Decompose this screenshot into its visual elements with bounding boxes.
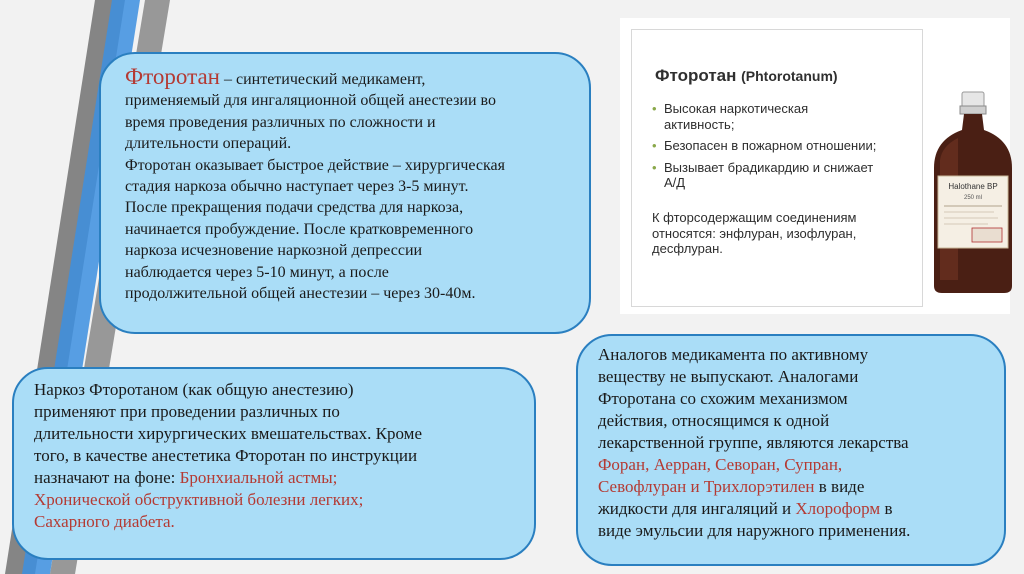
description-line: длительности операций. — [125, 135, 292, 153]
usage-line: длительности хирургических вмешательствах. Кроме — [34, 424, 422, 443]
description-line: применяемый для ингаляционной общей анестезии во — [125, 92, 496, 110]
description-box — [99, 52, 591, 334]
analog-chloroform: Хлороформ — [795, 499, 881, 518]
card-bullet: • Высокая наркотическая активность; — [652, 101, 882, 132]
description-first-line — [125, 66, 571, 90]
card-bullet-list — [652, 101, 882, 197]
bottle-label-volume: 250 ml — [963, 195, 983, 201]
analog-names-2: Севофлуран и Трихлорэтилен — [598, 477, 815, 496]
card-note: К фторсодержащим соединениям относятся: энфлуран, изофлуран, десфлуран. — [652, 210, 857, 256]
analogs-line: веществу не выпускают. Аналогами — [598, 367, 859, 386]
description-line: начинается пробуждение. После кратковременного — [125, 220, 474, 238]
description-line: Фторотан оказывает быстрое действие – хирургическая — [125, 156, 506, 174]
description-line: время проведения различных по сложности и — [125, 113, 436, 131]
analogs-line: Аналогов медикамента по активному — [598, 345, 869, 364]
usage-indications-line — [34, 467, 520, 489]
analogs-box — [576, 334, 1006, 566]
analogs-line — [598, 498, 992, 520]
analog-names-1: Форан, Аерран, Севоран, Супран, — [598, 455, 843, 474]
indication-copd: Хронической обструктивной болезни легких; — [34, 490, 364, 509]
description-line: После прекращения подачи средства для наркоза, — [125, 199, 464, 217]
description-line: наркоза исчезновение наркозной депрессии — [125, 242, 423, 260]
usage-line: применяют при проведении различных по — [34, 402, 340, 421]
analogs-text: в — [880, 499, 893, 518]
analogs-line: виде эмульсии для наружного применения. — [598, 521, 911, 540]
analogs-text: в виде — [814, 477, 865, 496]
usage-box — [12, 367, 536, 560]
usage-lead: назначают на фоне: — [34, 468, 180, 487]
drug-name-title: Фторотан — [125, 64, 220, 89]
card-bullet: • Безопасен в пожарном отношении; — [652, 138, 882, 154]
analogs-line: Фторотана со схожим механизмом — [598, 389, 848, 408]
usage-line: того, в качестве анестетика Фторотан по инструкции — [34, 446, 418, 465]
indication-diabetes: Сахарного диабета. — [34, 512, 175, 531]
card-title-ru: Фторотан — [655, 66, 737, 85]
medicine-bottle-image — [928, 90, 1018, 295]
description-line: стадия наркоза обычно наступает через 3-5 минут. — [125, 178, 469, 196]
usage-line: Наркоз Фторотаном (как общую анестезию) — [34, 380, 354, 399]
card-title-latin: (Phtorotanum) — [741, 68, 838, 84]
analogs-line: действия, относящимся к одной — [598, 411, 830, 430]
description-line: наблюдается через 5-10 минут, а после — [125, 263, 389, 281]
analogs-line: лекарственной группе, являются лекарства — [598, 433, 909, 452]
card-bullet: • Вызывает брадикардию и снижает А/Д — [652, 160, 882, 191]
indication-asthma: Бронхиальной астмы; — [179, 468, 338, 487]
description-line: – синтетический медикамент, — [219, 71, 426, 88]
card-title — [655, 66, 838, 86]
description-line: продолжительной общей анестезии – через 30-40м. — [125, 285, 476, 303]
analogs-text: жидкости для ингаляций и — [598, 499, 796, 518]
bottle-label-name: Halothane BP — [948, 182, 998, 191]
analogs-line — [598, 476, 992, 498]
